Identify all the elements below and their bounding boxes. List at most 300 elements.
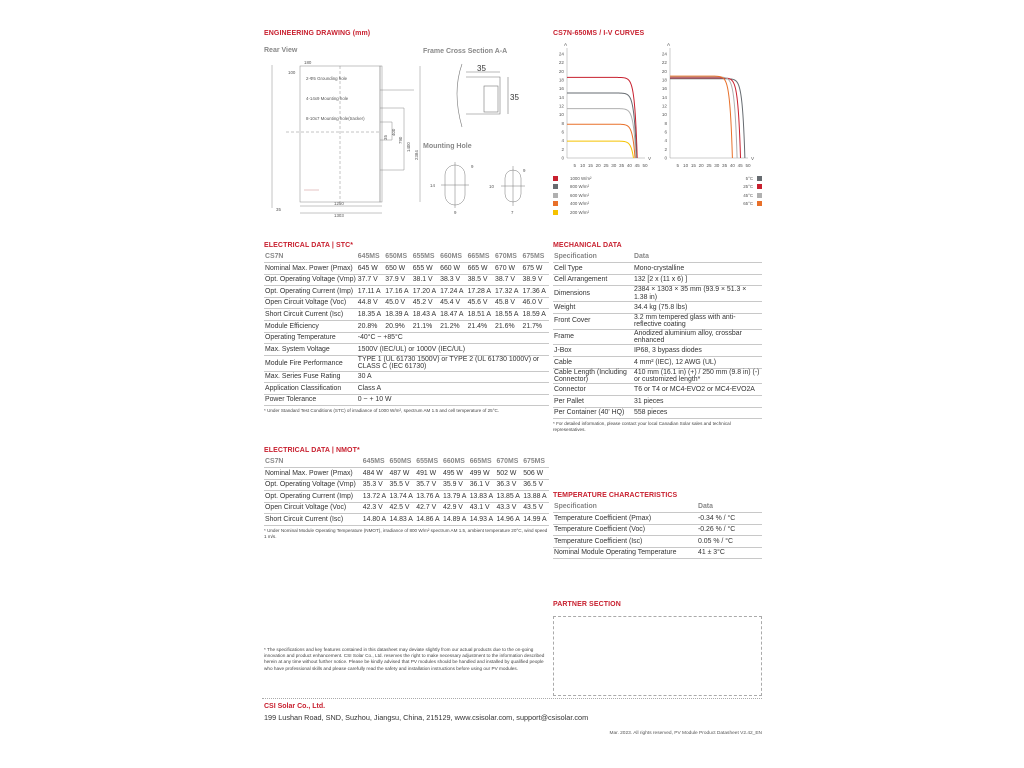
- value-cell: 17.36 A: [522, 286, 550, 298]
- rear-view-label: Rear View: [264, 47, 298, 54]
- table-row: [553, 368, 762, 384]
- legend-item: [553, 174, 591, 183]
- nmot-section: [264, 447, 549, 540]
- value-cell: 38.1 V: [412, 274, 439, 286]
- mounting-hole-label: Mounting Hole: [423, 143, 472, 150]
- value-cell: 42.3 V: [362, 502, 389, 514]
- stc-note: * Under Standard Test Conditions (STC) of irradiance of 1000 W/m², spectrum AM 1.5 and cell temperature of 25°C.: [264, 408, 500, 414]
- value-cell: -40°C ~ +85°C: [357, 332, 549, 344]
- value-cell: 13.83 A: [469, 491, 496, 503]
- y-tick-label: 10: [661, 112, 667, 118]
- legend-swatch: [553, 184, 558, 189]
- nmot-note: * Under Nominal Module Operating Temperature (NMOT), irradiance of 800 W/m² spectrum AM 1.5, ambient temperature 20°C, wind speed 1 m/s.: [264, 528, 548, 540]
- series-line: [670, 78, 741, 158]
- value-cell: 21.4%: [467, 321, 494, 333]
- dim-180: 180: [304, 60, 312, 65]
- column-header: 665MS: [469, 456, 496, 468]
- column-header: CS7N: [264, 251, 357, 263]
- value-cell: 502 W: [495, 468, 522, 480]
- value-cell: 18.47 A: [439, 309, 466, 321]
- row-label: Front Cover: [553, 313, 633, 329]
- legend-item: [720, 183, 762, 192]
- legend-temperature: [720, 174, 762, 208]
- value-cell: 38.3 V: [439, 274, 466, 286]
- value-cell: 36.1 V: [469, 479, 496, 491]
- grounding-hole-label: 2-Φ5 Grounding hole: [306, 76, 348, 81]
- company-address: 199 Lushan Road, SND, Suzhou, Jiangsu, China, 215129, www.csisolar.com, support@csisolar.com: [264, 713, 589, 722]
- row-label: Nominal Module Operating Temperature: [553, 547, 697, 559]
- mh1-height: 14: [430, 183, 435, 188]
- mh2-width: 7: [511, 210, 514, 215]
- value-cell: 46.0 V: [522, 297, 550, 309]
- value-cell: 13.76 A: [415, 491, 442, 503]
- value-cell: 37.9 V: [384, 274, 411, 286]
- value-cell: 36.5 V: [522, 479, 549, 491]
- dim-1400: 1400: [406, 142, 411, 152]
- value-cell: 13.88 A: [522, 491, 549, 503]
- row-label: Cable: [553, 356, 633, 368]
- legend-item: [720, 200, 762, 209]
- disclaimer: * The specifications and key features contained in this datasheet may deviate slightly from our actual products due to the on-going innovation and product enhancement. CSI Solar Co., Ltd. reserves the right to make necessary adjustment to the information described herein at any time without further notice. Please be kindly advised that PV modules should be handled and installed by qualified people who have professional skills and please carefully read the safety and installation instructions before using our PV modules.: [264, 647, 545, 671]
- row-label: Power Tolerance: [264, 394, 357, 406]
- stc-title: ELECTRICAL DATA | STC*: [264, 242, 354, 249]
- row-label: Cell Arrangement: [553, 274, 633, 286]
- value-cell: 3.2 mm tempered glass with anti-reflective coating: [633, 313, 762, 329]
- row-label: Per Pallet: [553, 395, 633, 407]
- temperature-section: [553, 492, 762, 559]
- mh2-radius: 9: [523, 168, 526, 173]
- value-cell: 31 pieces: [633, 395, 762, 407]
- value-cell: 21.6%: [494, 321, 521, 333]
- x-tick-label: 5: [573, 163, 577, 168]
- value-cell: T6 or T4 or MC4-EVO2 or MC4-EVO2A: [633, 384, 762, 396]
- x-tick-label: 30: [714, 163, 720, 168]
- column-header: Specification: [553, 251, 633, 263]
- rights-notice: Mar. 2023. All rights reserved, PV Module Product Datasheet V2.42_EN: [609, 731, 762, 736]
- table-header: [553, 501, 762, 513]
- value-cell: 43.3 V: [495, 502, 522, 514]
- legend-label: 1000 W/m²: [570, 175, 592, 181]
- legend-item: [553, 183, 591, 192]
- column-header: 655MS: [412, 251, 439, 263]
- column-header: 670MS: [495, 456, 522, 468]
- y-tick-label: 2: [664, 146, 667, 152]
- x-tick-label: 15: [690, 163, 696, 168]
- table-row: [264, 479, 549, 491]
- value-cell: 17.24 A: [439, 286, 466, 298]
- table-row: [553, 536, 762, 548]
- legend-item: [553, 191, 591, 200]
- series-line: [567, 77, 637, 158]
- value-cell: 665 W: [467, 263, 494, 275]
- mechanical-title: MECHANICAL DATA: [553, 242, 622, 249]
- column-header: Specification: [553, 501, 697, 513]
- y-tick-label: 8: [561, 120, 564, 126]
- y-tick-label: 12: [661, 103, 667, 109]
- table-row: [264, 344, 549, 356]
- y-tick-label: 14: [661, 94, 667, 100]
- column-header: 660MS: [442, 456, 469, 468]
- row-label: Operating Temperature: [264, 332, 357, 344]
- row-label: Max. System Voltage: [264, 344, 357, 356]
- row-label: Cell Type: [553, 263, 633, 275]
- value-cell: 17.16 A: [384, 286, 411, 298]
- table-row: [264, 263, 549, 275]
- legend-item: [553, 200, 591, 209]
- value-cell: 13.74 A: [389, 491, 416, 503]
- y-tick-label: 4: [664, 138, 667, 144]
- value-cell: 35.5 V: [389, 479, 416, 491]
- nmot-title: ELECTRICAL DATA | NMOT*: [264, 447, 360, 454]
- value-cell: 650 W: [384, 263, 411, 275]
- value-cell: 45.6 V: [467, 297, 494, 309]
- x-tick-label: 50: [745, 163, 751, 168]
- temperature-title: TEMPERATURE CHARACTERISTICS: [553, 492, 678, 499]
- legend-label: 65°C: [743, 201, 753, 207]
- y-tick-label: 22: [558, 60, 564, 66]
- value-cell: 14.80 A: [362, 514, 389, 526]
- value-cell: 675 W: [522, 263, 550, 275]
- value-cell: 38.7 V: [494, 274, 521, 286]
- cross-section-width: 35: [477, 64, 486, 73]
- value-cell: IP68, 3 bypass diodes: [633, 345, 762, 357]
- legend-label: 400 W/m²: [570, 201, 590, 207]
- y-axis-label: A: [667, 42, 671, 47]
- y-tick-label: 6: [664, 129, 667, 135]
- table-row: [264, 514, 549, 526]
- value-cell: 44.8 V: [357, 297, 384, 309]
- iv-chart-temperature: [656, 40, 763, 175]
- row-label: Temperature Coefficient (Isc): [553, 536, 697, 548]
- value-cell: 30 A: [357, 371, 549, 383]
- table-row: [553, 547, 762, 559]
- mh2-height: 10: [489, 184, 494, 189]
- column-header: 675MS: [522, 456, 549, 468]
- table-row: [264, 355, 549, 371]
- value-cell: TYPE 1 (UL 61730 1500V) or TYPE 2 (UL 61730 1000V) or CLASS C (IEC 61730): [357, 355, 549, 371]
- row-label: Module Efficiency: [264, 321, 357, 333]
- legend-label: 5°C: [745, 175, 753, 181]
- column-header: Data: [697, 501, 762, 513]
- value-cell: Anodized aluminium alloy, crossbar enhanced: [633, 329, 762, 345]
- series-line: [670, 79, 745, 158]
- legend-item: [720, 191, 762, 200]
- iv-chart-irradiance: [553, 40, 653, 175]
- x-tick-label: 45: [634, 163, 640, 168]
- x-tick-label: 10: [683, 163, 689, 168]
- table-row: [264, 371, 549, 383]
- column-header: Data: [633, 251, 762, 263]
- frame-cross-section-drawing: [450, 62, 525, 132]
- y-tick-label: 24: [558, 51, 564, 57]
- dim-35: 35: [276, 207, 281, 212]
- value-cell: 14.89 A: [442, 514, 469, 526]
- table-row: [264, 332, 549, 344]
- value-cell: 42.9 V: [442, 502, 469, 514]
- value-cell: 18.39 A: [384, 309, 411, 321]
- y-tick-label: 4: [561, 138, 564, 144]
- partner-title: PARTNER SECTION: [553, 601, 621, 608]
- x-tick-label: 35: [722, 163, 728, 168]
- value-cell: Mono-crystalline: [633, 263, 762, 275]
- value-cell: 21.1%: [412, 321, 439, 333]
- y-tick-label: 0: [561, 155, 564, 161]
- value-cell: 45.2 V: [412, 297, 439, 309]
- row-label: Temperature Coefficient (Pmax): [553, 513, 697, 525]
- x-axis-label: V: [648, 156, 652, 161]
- row-label: Nominal Max. Power (Pmax): [264, 468, 362, 480]
- legend-swatch: [757, 193, 762, 198]
- value-cell: 18.43 A: [412, 309, 439, 321]
- value-cell: 35.7 V: [415, 479, 442, 491]
- y-tick-label: 16: [558, 86, 564, 92]
- table-header: [264, 251, 549, 263]
- row-label: Short Circuit Current (Isc): [264, 514, 362, 526]
- value-cell: 17.20 A: [412, 286, 439, 298]
- x-tick-label: 40: [626, 163, 632, 168]
- column-header: 645MS: [357, 251, 384, 263]
- table-row: [264, 394, 549, 406]
- table-row: [553, 329, 762, 345]
- table-row: [553, 356, 762, 368]
- row-label: Dimensions: [553, 286, 633, 302]
- value-cell: 14.96 A: [495, 514, 522, 526]
- value-cell: 37.7 V: [357, 274, 384, 286]
- value-cell: 41 ± 3°C: [697, 547, 762, 559]
- table-row: [553, 274, 762, 286]
- table-row: [264, 491, 549, 503]
- table-row: [553, 513, 762, 525]
- table-header: [553, 251, 762, 263]
- row-label: Opt. Operating Voltage (Vmp): [264, 479, 362, 491]
- legend-swatch: [757, 176, 762, 181]
- y-tick-label: 18: [558, 77, 564, 83]
- table-row: [553, 345, 762, 357]
- legend-label: 800 W/m²: [570, 184, 590, 190]
- value-cell: 499 W: [469, 468, 496, 480]
- cross-section-height: 35: [510, 93, 519, 102]
- cross-section-label: Frame Cross Section A-A: [423, 48, 508, 55]
- value-cell: 17.28 A: [467, 286, 494, 298]
- legend-label: 200 W/m²: [570, 209, 590, 215]
- y-tick-label: 2: [561, 146, 564, 152]
- y-tick-label: 16: [661, 86, 667, 92]
- value-cell: 17.11 A: [357, 286, 384, 298]
- legend-swatch: [553, 201, 558, 206]
- y-tick-label: 20: [558, 68, 564, 74]
- y-tick-label: 8: [664, 120, 667, 126]
- y-tick-label: 6: [561, 129, 564, 135]
- engineering-title: ENGINEERING DRAWING (mm): [264, 30, 371, 37]
- y-tick-label: 24: [661, 51, 667, 57]
- legend-item: [553, 208, 591, 217]
- table-row: [553, 395, 762, 407]
- table-row: [264, 297, 549, 309]
- table-row: [264, 383, 549, 395]
- value-cell: 18.55 A: [494, 309, 521, 321]
- value-cell: -0.26 % / °C: [697, 524, 762, 536]
- table-row: [553, 407, 762, 419]
- x-tick-label: 20: [595, 163, 601, 168]
- row-label: Connector: [553, 384, 633, 396]
- value-cell: -0.34 % / °C: [697, 513, 762, 525]
- legend-label: 25°C: [743, 184, 753, 190]
- value-cell: 45.8 V: [494, 297, 521, 309]
- row-label: Application Classification: [264, 383, 357, 395]
- value-cell: 506 W: [522, 468, 549, 480]
- mounting-hole-note: 4-14x9 Mounting hole: [306, 96, 349, 101]
- x-tick-label: 35: [619, 163, 625, 168]
- table-row: [553, 286, 762, 302]
- row-label: J-Box: [553, 345, 633, 357]
- value-cell: 20.8%: [357, 321, 384, 333]
- legend-swatch: [757, 201, 762, 206]
- value-cell: 43.5 V: [522, 502, 549, 514]
- value-cell: 13.79 A: [442, 491, 469, 503]
- row-label: Max. Series Fuse Rating: [264, 371, 357, 383]
- dim-790: 790: [398, 136, 403, 144]
- mechanical-table: [553, 251, 762, 419]
- value-cell: 45.0 V: [384, 297, 411, 309]
- table-header: [264, 456, 549, 468]
- legend-item: [720, 174, 762, 183]
- value-cell: 132 [2 x (11 x 6) ]: [633, 274, 762, 286]
- table-row: [553, 302, 762, 314]
- y-tick-label: 14: [558, 94, 564, 100]
- row-label: Open Circuit Voltage (Voc): [264, 297, 357, 309]
- tracker-hole-note: 8-10x7 Mounting hole(tracker): [306, 116, 365, 121]
- row-label: Weight: [553, 302, 633, 314]
- row-label: Nominal Max. Power (Pmax): [264, 263, 357, 275]
- mounting-hole-drawing: [425, 160, 535, 216]
- value-cell: 14.99 A: [522, 514, 549, 526]
- column-header: 650MS: [384, 251, 411, 263]
- x-tick-label: 5: [676, 163, 680, 168]
- value-cell: 13.72 A: [362, 491, 389, 503]
- column-header: CS7N: [264, 456, 362, 468]
- value-cell: 35.3 V: [362, 479, 389, 491]
- value-cell: 0.05 % / °C: [697, 536, 762, 548]
- row-label: Module Fire Performance: [264, 355, 357, 371]
- value-cell: 43.1 V: [469, 502, 496, 514]
- table-row: [264, 468, 549, 480]
- dim-400: 400: [391, 128, 396, 136]
- legend-swatch: [553, 210, 558, 215]
- rear-view-drawing: [264, 60, 424, 218]
- value-cell: 484 W: [362, 468, 389, 480]
- value-cell: 45.4 V: [439, 297, 466, 309]
- value-cell: 2384 × 1303 × 35 mm (93.9 × 51.3 × 1.38 in): [633, 286, 762, 302]
- row-label: Cable Length (Including Connector): [553, 368, 633, 384]
- value-cell: 38.5 V: [467, 274, 494, 286]
- y-tick-label: 20: [661, 68, 667, 74]
- table-row: [553, 384, 762, 396]
- row-label: Per Container (40' HQ): [553, 407, 633, 419]
- iv-curves-title: CS7N-650MS / I-V CURVES: [553, 30, 645, 37]
- dim-1303: 1303: [334, 213, 344, 218]
- mh1-width: 9: [454, 210, 457, 215]
- value-cell: 42.5 V: [389, 502, 416, 514]
- value-cell: 491 W: [415, 468, 442, 480]
- table-row: [553, 263, 762, 275]
- table-row: [264, 502, 549, 514]
- value-cell: 660 W: [439, 263, 466, 275]
- value-cell: 34.4 kg (75.8 lbs): [633, 302, 762, 314]
- value-cell: 645 W: [357, 263, 384, 275]
- series-line: [670, 77, 737, 158]
- x-tick-label: 10: [580, 163, 586, 168]
- nmot-table: [264, 456, 549, 526]
- table-row: [264, 274, 549, 286]
- value-cell: 4 mm² (IEC), 12 AWG (UL): [633, 356, 762, 368]
- value-cell: 487 W: [389, 468, 416, 480]
- dim-2384: 2384: [414, 150, 419, 160]
- row-label: Opt. Operating Current (Imp): [264, 491, 362, 503]
- column-header: 675MS: [522, 251, 550, 263]
- value-cell: 0 ~ + 10 W: [357, 394, 549, 406]
- column-header: 670MS: [494, 251, 521, 263]
- row-label: Short Circuit Current (Isc): [264, 309, 357, 321]
- x-tick-label: 15: [587, 163, 593, 168]
- value-cell: 38.9 V: [522, 274, 550, 286]
- column-header: 645MS: [362, 456, 389, 468]
- series-line: [567, 109, 636, 158]
- dim-35-vertical: 35: [383, 135, 388, 140]
- value-cell: 655 W: [412, 263, 439, 275]
- value-cell: 670 W: [494, 263, 521, 275]
- value-cell: 21.7%: [522, 321, 550, 333]
- stc-table: [264, 251, 549, 406]
- table-row: [264, 286, 549, 298]
- table-row: [553, 524, 762, 536]
- legend-label: 45°C: [743, 192, 753, 198]
- y-tick-label: 12: [558, 103, 564, 109]
- value-cell: 14.86 A: [415, 514, 442, 526]
- column-header: 665MS: [467, 251, 494, 263]
- legend-swatch: [553, 193, 558, 198]
- series-line: [567, 141, 633, 158]
- x-tick-label: 45: [737, 163, 743, 168]
- value-cell: 35.9 V: [442, 479, 469, 491]
- company-name: CSI Solar Co., Ltd.: [264, 703, 326, 710]
- dim-100: 100: [288, 70, 296, 75]
- x-tick-label: 50: [642, 163, 648, 168]
- series-line: [670, 76, 732, 158]
- x-tick-label: 20: [698, 163, 704, 168]
- y-tick-label: 22: [661, 60, 667, 66]
- column-header: 660MS: [439, 251, 466, 263]
- value-cell: 410 mm (16.1 in) (+) / 250 mm (9.8 in) (-) or customized length*: [633, 368, 762, 384]
- table-row: [264, 321, 549, 333]
- column-header: 655MS: [415, 456, 442, 468]
- y-axis-label: A: [564, 42, 568, 47]
- value-cell: 18.35 A: [357, 309, 384, 321]
- x-tick-label: 25: [603, 163, 609, 168]
- value-cell: 13.85 A: [495, 491, 522, 503]
- value-cell: 1500V (IEC/UL) or 1000V (IEC/UL): [357, 344, 549, 356]
- value-cell: 42.7 V: [415, 502, 442, 514]
- value-cell: 18.59 A: [522, 309, 550, 321]
- y-tick-label: 10: [558, 112, 564, 118]
- value-cell: 20.9%: [384, 321, 411, 333]
- mechanical-section: [553, 242, 762, 433]
- y-tick-label: 0: [664, 155, 667, 161]
- table-row: [553, 313, 762, 329]
- legend-swatch: [553, 176, 558, 181]
- x-tick-label: 25: [706, 163, 712, 168]
- x-axis-label: V: [751, 156, 755, 161]
- value-cell: 495 W: [442, 468, 469, 480]
